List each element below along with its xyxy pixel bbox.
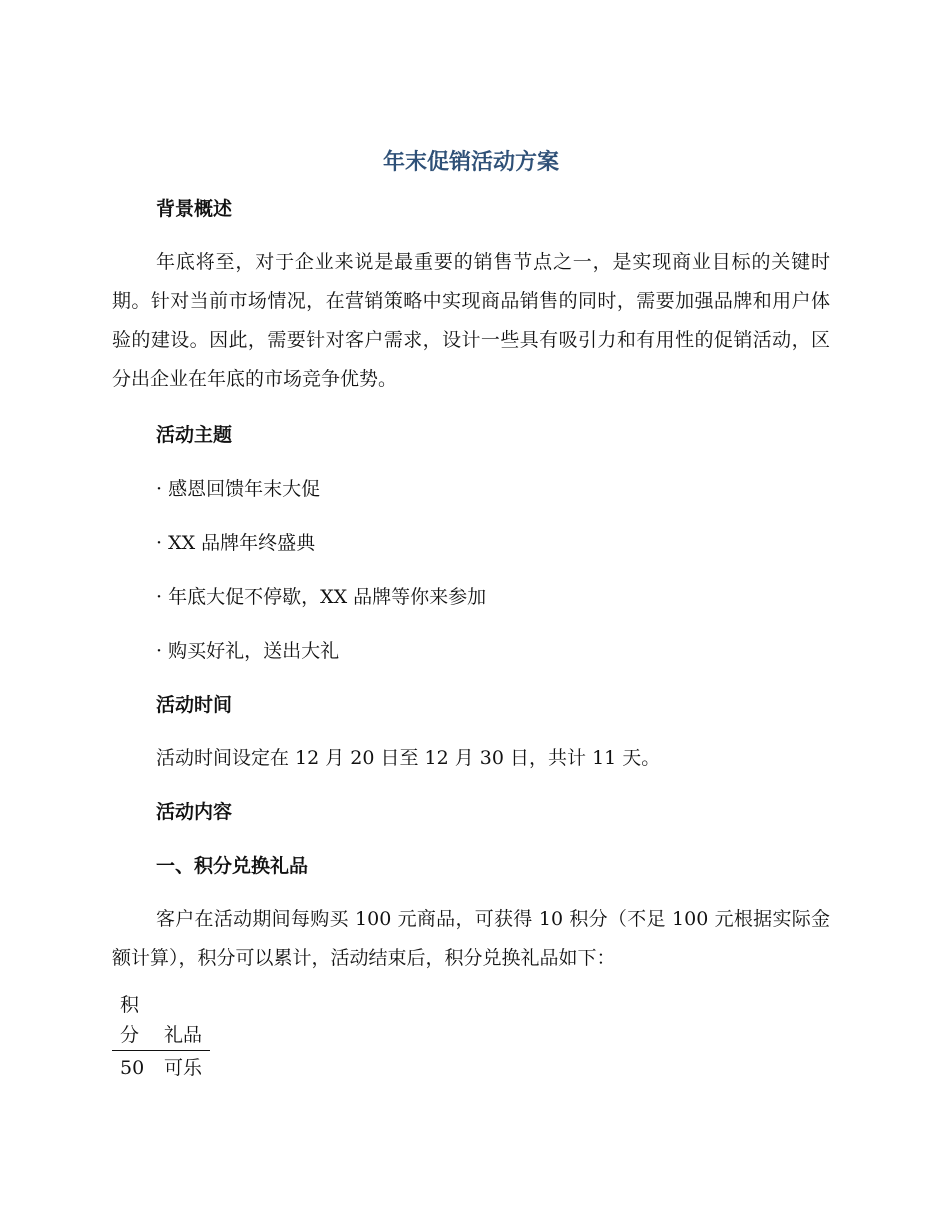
page-title: 年末促销活动方案 xyxy=(382,150,559,175)
theme-item: · 年底大促不停歇，XX 品牌等你来参加 xyxy=(156,586,487,608)
time-heading: 活动时间 xyxy=(156,694,233,716)
table-header-points: 积分 xyxy=(120,994,140,1046)
time-paragraph: 活动时间设定在 12 月 20 日至 12 月 30 日，共计 11 天。 xyxy=(156,747,661,769)
theme-heading: 活动主题 xyxy=(156,424,233,446)
table-header-row xyxy=(112,990,210,1051)
table-header-gift: 礼品 xyxy=(164,1024,203,1046)
theme-item: · 感恩回馈年末大促 xyxy=(156,478,321,500)
section1-paragraph: 客户在活动期间每购买 100 元商品，可获得 10 积分（不足 100 元根据实际金额计算），积分可以累计，活动结束后，积分兑换礼品如下： xyxy=(112,908,830,969)
background-heading: 背景概述 xyxy=(156,198,233,220)
theme-item: · XX 品牌年终盛典 xyxy=(156,532,316,554)
table-cell-points: 50 xyxy=(120,1057,145,1079)
theme-item: · 购买好礼，送出大礼 xyxy=(156,640,340,662)
table-cell-gift: 可乐 xyxy=(164,1057,203,1079)
content-heading: 活动内容 xyxy=(156,801,233,823)
points-gift-table xyxy=(112,990,210,1083)
document-page xyxy=(112,145,830,1083)
table-row xyxy=(112,1051,210,1084)
section1-heading: 一、积分兑换礼品 xyxy=(156,855,309,877)
background-paragraph: 年底将至，对于企业来说是最重要的销售节点之一，是实现商业目标的关键时期。针对当前市场情况，在营销策略中实现商品销售的同时，需要加强品牌和用户体验的建设。因此，需要针对客户需求，设计一些具有吸引力和有用性的促销活动，区分出企业在年底的市场竞争优势。 xyxy=(112,251,830,390)
